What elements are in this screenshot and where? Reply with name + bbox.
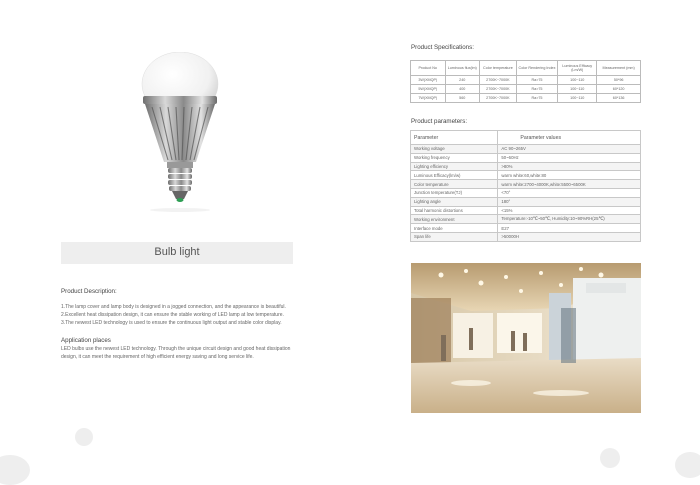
table-cell: 5W(XMQP) xyxy=(411,85,446,94)
table-cell: Lighting efficiency xyxy=(411,162,498,171)
table-cell: Interface mode xyxy=(411,224,498,233)
column-header: Measurement (mm) xyxy=(597,61,641,76)
column-header: Luminous Efficacy (Lm/W) xyxy=(558,61,597,76)
table-row xyxy=(411,171,641,180)
table-row xyxy=(411,85,641,94)
column-header: Color temperature xyxy=(480,61,517,76)
table-header-row xyxy=(411,131,641,145)
description-block xyxy=(61,303,286,327)
table-cell: 100~110 xyxy=(558,94,597,103)
description-heading: Product Description: xyxy=(61,288,117,295)
table-row xyxy=(411,162,641,171)
decorative-circle xyxy=(675,452,700,478)
table-cell: <15% xyxy=(498,206,641,215)
application-line: design, it can meet the requirement of high efficient energy saving and long service life. xyxy=(61,354,254,360)
table-row xyxy=(411,197,641,206)
table-cell: 240 xyxy=(445,76,480,85)
parameters-heading: Product parameters: xyxy=(411,118,468,125)
table-cell: 50~60Hz xyxy=(498,153,641,162)
specifications-heading: Product Specifications: xyxy=(411,44,474,51)
application-heading: Application places xyxy=(61,337,111,344)
table-cell: Working environment xyxy=(411,215,498,224)
table-row xyxy=(411,188,641,197)
table-cell: 60*120 xyxy=(597,85,641,94)
table-cell: 2700K~7000K xyxy=(480,94,517,103)
table-cell: 60*136 xyxy=(597,94,641,103)
table-cell: 100~110 xyxy=(558,76,597,85)
table-cell: Temperature:-10℃~50℃, Humidity:10~90%RH(25℃) xyxy=(498,215,641,224)
table-row xyxy=(411,94,641,103)
description-line: 1.The lamp cover and lamp body is designed in a jogged connection, and the appearance is beautiful. xyxy=(61,304,286,310)
application-block xyxy=(61,345,290,361)
column-header: Color Rendering Index xyxy=(516,61,557,76)
table-cell: Ra>75 xyxy=(516,76,557,85)
table-row xyxy=(411,180,641,189)
table-cell: <70° xyxy=(498,188,641,197)
table-cell: AC 90~265V xyxy=(498,145,641,154)
table-cell: 100~110 xyxy=(558,85,597,94)
table-cell: 180° xyxy=(498,197,641,206)
application-line: LED bulbs use the newest LED technology. Through the unique circuit design and good heat dissipation xyxy=(61,346,291,352)
table-cell: warm white:2700~4000K,white:5500~6500K xyxy=(498,180,641,189)
column-header: Parameter values xyxy=(498,131,641,145)
table-cell: E27 xyxy=(498,224,641,233)
shop-interior-photo xyxy=(411,263,641,413)
column-header: Luminous flux(lm) xyxy=(445,61,480,76)
table-row xyxy=(411,76,641,85)
table-row xyxy=(411,224,641,233)
table-cell: Working voltage xyxy=(411,145,498,154)
table-cell: 560 xyxy=(445,94,480,103)
column-header: Product No xyxy=(411,61,446,76)
table-row xyxy=(411,215,641,224)
table-cell: >80% xyxy=(498,162,641,171)
table-row xyxy=(411,206,641,215)
table-cell: Lighting angle xyxy=(411,197,498,206)
description-line: 2.Excellent heat dissipation design, it can ensure the stable working of LED lamp at low temperature. xyxy=(61,312,284,318)
table-cell: Luminous Efficacy(lm/w) xyxy=(411,171,498,180)
table-cell: 2700K~7000K xyxy=(480,85,517,94)
table-row xyxy=(411,232,641,241)
table-cell: Ra>75 xyxy=(516,94,557,103)
column-header: Parameter xyxy=(411,131,498,145)
table-cell: 7W(XMQP) xyxy=(411,94,446,103)
table-cell: Span life xyxy=(411,232,498,241)
decorative-circle xyxy=(75,428,93,446)
table-cell: Total harmonic distortions xyxy=(411,206,498,215)
bulb-image xyxy=(130,52,230,212)
table-row xyxy=(411,153,641,162)
description-line: 3.The newest LED technology is used to ensure the continuous light output and stable color display. xyxy=(61,320,282,326)
table-cell: Working frequency xyxy=(411,153,498,162)
table-cell: Color temperature xyxy=(411,180,498,189)
table-cell: 3W(XMQP) xyxy=(411,76,446,85)
parameters-table xyxy=(410,130,641,242)
table-cell: 2700K~7000K xyxy=(480,76,517,85)
table-cell: 50*96 xyxy=(597,76,641,85)
product-caption-bar xyxy=(61,242,293,264)
table-header-row xyxy=(411,61,641,76)
specifications-table xyxy=(410,60,641,103)
decorative-circle xyxy=(0,455,30,485)
table-cell: Junction temperature(TJ) xyxy=(411,188,498,197)
decorative-circle xyxy=(600,448,620,468)
table-cell: Ra>75 xyxy=(516,85,557,94)
table-cell: >50000H xyxy=(498,232,641,241)
table-row xyxy=(411,145,641,154)
table-cell: 400 xyxy=(445,85,480,94)
product-name: Bulb light xyxy=(154,246,200,258)
table-cell: warm white:60,white:80 xyxy=(498,171,641,180)
